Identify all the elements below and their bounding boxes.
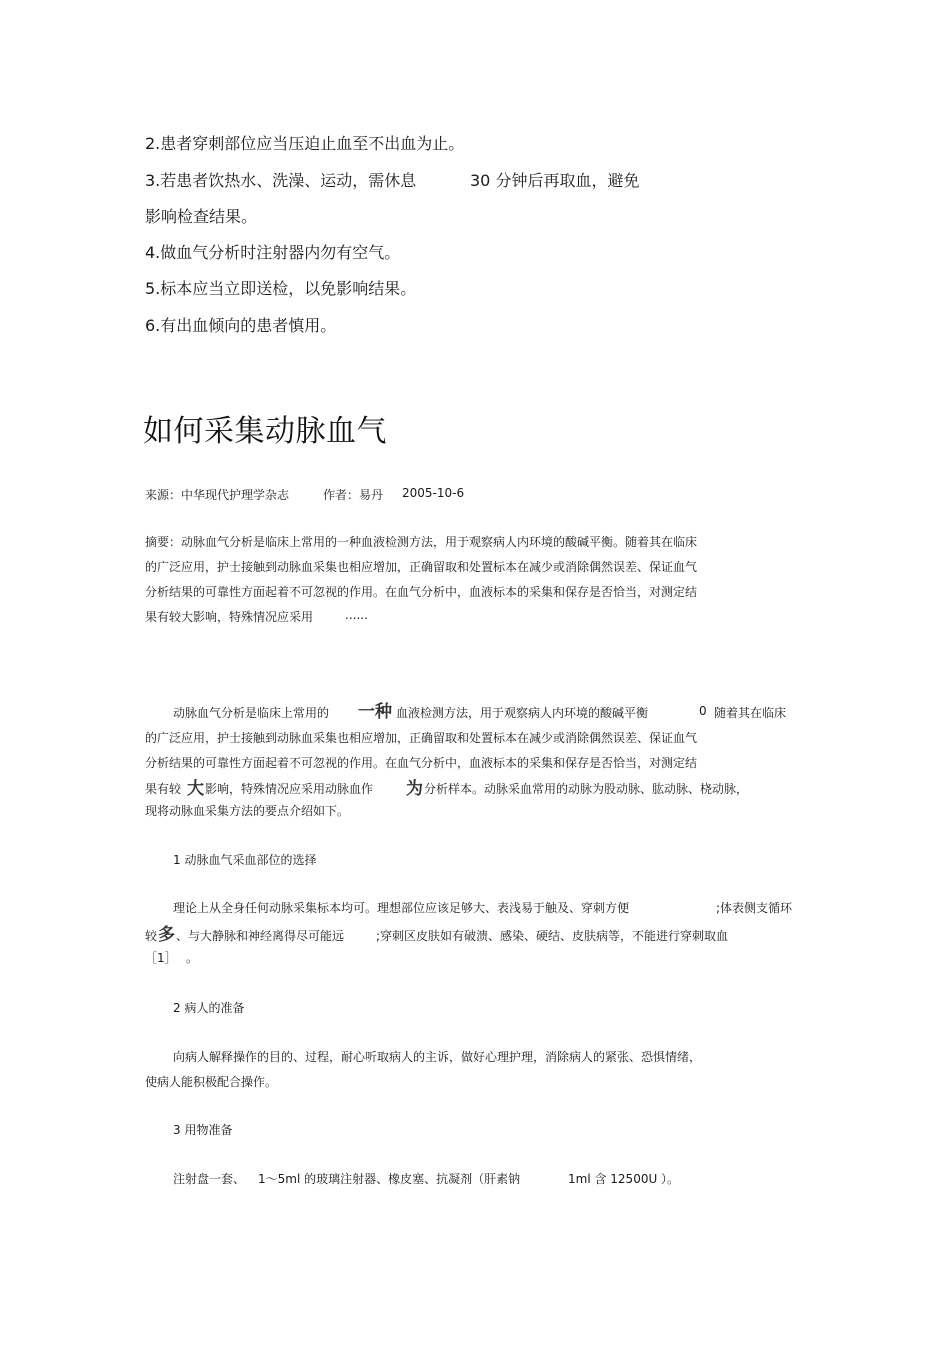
article-date: 2005-10-6 (402, 486, 465, 500)
list-item-5: 5.标本应当立即送检，以免影响结果。 (145, 279, 417, 298)
list-item-3-part2: 30 分钟后再取血，避免 (470, 171, 640, 190)
abstract-ellipsis: ...... (345, 608, 368, 622)
section-2-line-2: 使病人能积极配合操作。 (145, 1075, 278, 1089)
list-item-2: 2.患者穿刺部位应当压迫止血至不出血为止。 (145, 134, 465, 153)
intro-line-1-part3: 随着其在临床 (714, 706, 787, 720)
section-1-line-2-part3: ;穿刺区皮肤如有破溃、感染、硬结、皮肤病等，不能进行穿刺取血 (376, 929, 729, 943)
intro-emphasis-yizhong: 一种 (358, 702, 392, 722)
list-item-3-continuation: 影响检查结果。 (145, 207, 258, 226)
abstract-line-3: 分析结果的可靠性方面起着不可忽视的作用。在血气分析中，血液标本的采集和保存是否恰当，对测定结 (145, 585, 698, 599)
list-item-6: 6.有出血倾向的患者慎用。 (145, 316, 337, 335)
section-2-line-1: 向病人解释操作的目的、过程，耐心听取病人的主诉，做好心理护理，消除病人的紧张、恐惧情绪， (173, 1050, 702, 1064)
intro-line-1-part2: 血液检测方法，用于观察病人内环境的酸碱平衡 (396, 706, 649, 720)
intro-line-5: 现将动脉血采集方法的要点介绍如下。 (145, 804, 350, 818)
abstract-line-2: 的广泛应用，护士接触到动脉血采集也相应增加，正确留取和处置标本在减少或消除偶然误差、保证血气 (145, 560, 698, 574)
section-1-heading: 1 动脉血气采血部位的选择 (173, 853, 317, 867)
article-source: 来源：中华现代护理学杂志 (145, 488, 290, 502)
section-3-line-1-part2: 1～5ml 的玻璃注射器、橡皮塞、抗凝剂（肝素钠 (258, 1172, 521, 1186)
intro-line-4-part3: 分析样本。动脉采血常用的动脉为股动脉、肱动脉、桡动脉， (424, 782, 749, 796)
article-title: 如何采集动脉血气 (143, 414, 387, 449)
list-item-3-part1: 3.若患者饮热水、洗澡、运动，需休息 (145, 171, 417, 190)
section-1-line-1-part2: ;体表侧支循环 (716, 901, 793, 915)
section-1-emphasis-duo: 多 (158, 925, 175, 945)
section-3-heading: 3 用物准备 (173, 1123, 233, 1137)
intro-emphasis-wei: 为 (406, 779, 423, 799)
intro-line-4-part2: 影响，特殊情况应采用动脉血作 (205, 782, 374, 796)
section-1-line-3-end: 。 (186, 951, 199, 965)
article-author: 作者：易丹 (323, 488, 384, 502)
section-1-reference: ［1］ (145, 951, 177, 965)
intro-emphasis-da: 大 (187, 779, 204, 799)
section-3-line-1-part1: 注射盘一套、 (173, 1172, 246, 1186)
section-2-heading: 2 病人的准备 (173, 1001, 245, 1015)
intro-line-1-mark: 0 (699, 704, 707, 718)
intro-line-2: 的广泛应用，护士接触到动脉血采集也相应增加，正确留取和处置标本在减少或消除偶然误差、保证血气 (145, 731, 698, 745)
section-1-line-1-part1: 理论上从全身任何动脉采集标本均可。理想部位应该足够大、表浅易于触及、穿刺方便 (173, 901, 630, 915)
abstract-line-1: 摘要：动脉血气分析是临床上常用的一种血液检测方法，用于观察病人内环境的酸碱平衡。随着其在临床 (145, 535, 698, 549)
intro-line-1-part1: 动脉血气分析是临床上常用的 (173, 706, 330, 720)
section-3-line-1-part3: 1ml 含 12500U ）。 (568, 1172, 680, 1186)
intro-line-3: 分析结果的可靠性方面起着不可忽视的作用。在血气分析中，血液标本的采集和保存是否恰当，对测定结 (145, 756, 698, 770)
intro-line-4-part1: 果有较 (145, 782, 182, 796)
abstract-line-4: 果有较大影响，特殊情况应采用 (145, 610, 314, 624)
list-item-4: 4.做血气分析时注射器内勿有空气。 (145, 243, 401, 262)
section-1-line-2-part2: 、与大静脉和神经离得尽可能远 (176, 929, 345, 943)
section-1-line-2-part1: 较 (145, 929, 158, 943)
